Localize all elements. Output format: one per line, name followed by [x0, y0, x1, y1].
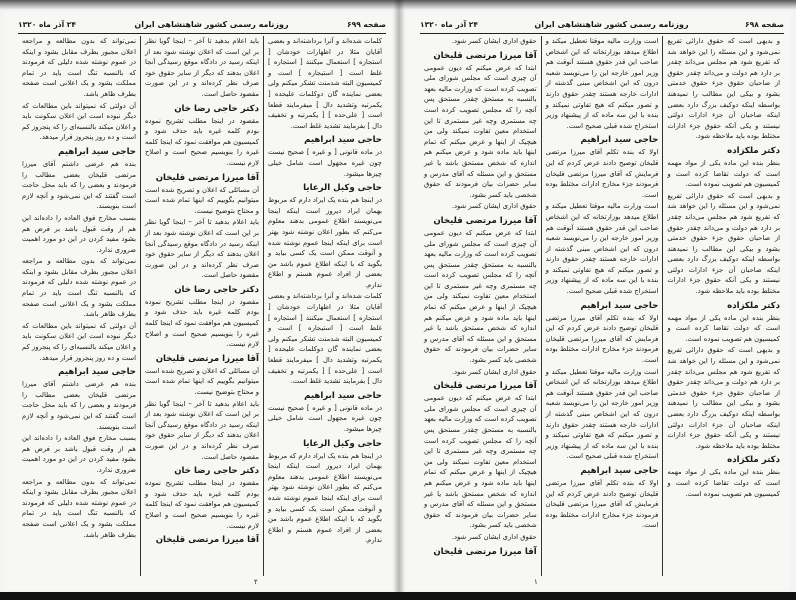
paragraph: و بدیهی است که حقوق دارائی تفریع نمی‌شود و این مسئله را این خواهد شد که تفریع شود هم مجلس می‌داند چقدر بر دارد هم دولت و می‌داند چقدر حقوق از صاحبان حقوق جزء حقوق خدمتی بشود و بیکی این مطالب را نمیدهند بواسطه اینکه دوکیف بزرگ دارد بعضی اینکه صاحبان آن جزء ادارات دولتی نیستند و یکی آنکه حقوق جزء ادارات مختلط بوده باید ملاحظه شود. — [667, 346, 780, 450]
text-column — [420, 36, 541, 576]
paragraph: آن مسائلی که اعلان و تصریح شده است میتوانیم بگوییم که اینها تمام شده است و محتاج بتوضیح نیست. — [145, 185, 259, 215]
speaker-heading: حاجی سید ابراهیم — [580, 300, 659, 311]
speaker-heading: دکتر ملکزاده — [727, 455, 780, 466]
speaker-heading: آقا میرزا مرتضی قلیخان — [155, 353, 259, 364]
text-columns — [420, 36, 784, 576]
paragraph: نمی‌تواند که بدون مطالعه و مراجعه اعلان مجبور بطرف مقابل بشود و اینکه در عموم نوشته شده دلیلی که فرمودند که بالنسبه تنگ است باید در تمام مملکت بشود و یک اعلانی است صفحه بطرف ظاهر باشد. — [22, 257, 136, 319]
paragraph: آن دولتی که نمیتواند باین مطالعات که دیگر نبوده است این اعلان سکونت باید و اعلان میکند بالنسبه‌ای را که پنجروز کم است و ده روز پنجروز قرار میدهد. — [22, 101, 136, 142]
paragraph: کلمات شده‌اند و آنرا برداشته‌اند و بعضی آقایان مثلا در اظهارات خودشان [ استجاره ] استعمال میکنند [ استجاره ] غلط است [ استیجاره ] است و کمیسیون البته شدمنت تشکر میکنم ولی بعضی نماینده گان دوکلمات علیحده [ یکمرتبه وتشدید دال ] میفرمایند قطعا است [ علی‌حده ] [ یکمرتبه و تخفیف دال ] بفرمایند تشدید غلط است. — [268, 292, 382, 386]
speaker-heading: دکتر حاجی رضا خان — [174, 103, 259, 114]
text-column — [662, 36, 784, 576]
paragraph: و بدیهی است که حقوق دارائی تفریع نمی‌شود و این مسئله را این خواهد شد که تفریع شود هم مجلس می‌داند چقدر بر دارد هم دولت و می‌داند چقدر حقوق از صاحبان حقوق جزء حقوق خدمتی بشود و بیکی این مطالب را نمیدهند بواسطه اینکه دوکیف بزرگ دارد بعضی اینکه صاحبان آن جزء ادارات دولتی نیستند و یکی آنکه حقوق جزء ادارات مختلط بوده باید ملاحظه شود. — [667, 191, 780, 296]
paragraph: در ماده قانونی [ و غیره ] صحیح نیست چون غیره مجهول است شامل خیلی چیزها میشود. — [268, 148, 382, 178]
page-number: صفحه ۶۹۸ — [745, 19, 784, 29]
paragraph: در اینجا هم بنده یک ایراد دارم که مربوط بهمان ایراد دیروز است اینکه اینجا می‌نویسند اطلاع عمومی بدهند معلوم می‌کنم که بطور اعلان نوشته شود بهتر است برای اینکه اینجا عموم نوشته شده و آنوقت ممکن است یک کسی بیاید و بگوید که با اینکه اطلاع عموم باشد من بعضی از افراد عموم هستم و اطلاع ندارم. — [268, 196, 382, 289]
paragraph: نمی‌تواند که بدون مطالعه و مراجعه اعلان مجبور بطرف مقابل بشود و اینکه در عموم نوشته شده دلیلی که فرمودند که بالنسبه تنگ است باید در تمام مملکت بشود و یک اعلانی است صفحه بطرف ظاهر باشد. — [22, 477, 136, 539]
speaker-heading: حاجی سید ابراهیم — [580, 465, 659, 476]
paragraph: حقوق اداری ایشان کسر شود. — [451, 532, 537, 541]
paragraph: حقوق اداری ایشان کسر شود. — [451, 202, 537, 211]
speaker-heading: آقا میرزا مرتضی قلیخان — [155, 535, 259, 546]
paragraph: ابتدا که عرض میکنم که دیون عمومی آن چیزی است که مجلس شورای ملی تصویب کرده است که وزارت مالیه بعهد بالنسبه به مستحق چقدر مستحق پس آنچه را که مجلس تصویب کرده است چه مستمری وچه غیر مستمری تا این استخدام معین تفاوت نمیکند ولی من هیچیک از اینها و عرض میکنم که تمام اینها باید ماده شود و عرض میکنم هم اندازه که شخص مستحق باشد یا غیر مستحق و این مسئله که آقای مدرس و سایر حضرات بیان فرمودند که حقوق شخصی باید کسر بشود. — [423, 63, 537, 199]
paragraph: حقوق اداری ایشان کسر شود. — [451, 367, 537, 376]
paragraph: در اینجا هم بنده یک ایراد دارم که مربوط بهمان ایراد دیروز است اینکه اینجا می‌نویسند اطلاع عمومی بدهند معلوم می‌کنم که بطور اعلان نوشته شود بهتر است برای اینکه اینجا عموم نوشته شده و آنوقت ممکن است یک کسی بیاید و بگوید که با اینکه اطلاع عموم باشد من بعضی از افراد عموم هستم و اطلاع ندارم. — [268, 451, 382, 545]
paragraph: ابتدا که عرض میکنم که دیون عمومی آن چیزی است که مجلس شورای ملی تصویب کرده است که وزارت مالیه بعهد بالنسبه به مستحق چقدر مستحق پس آنچه را که مجلس تصویب کرده است چه مستمری وچه غیر مستمری تا این استخدام معین تفاوت نمیکند ولی من هیچیک از اینها و عرض میکنم که تمام اینها باید ماده شود و عرض میکنم هم اندازه که شخص مستحق باشد یا غیر مستحق و این مسئله که آقای مدرس و سایر حضرات بیان فرمودند که حقوق شخصی باید کسر بشود. — [423, 228, 537, 365]
paragraph: است وزارت مالیه موقتا تعطیل میکند و اطلاع میدهد بوزارتخانه که این اشخاص صاحب این قدر حقوق هستند آنوقت هم وزیر امور خارجه این را می‌نویسد شعبه درون که این اشخاص مبنی گذشته از ادارات خارجه هستند چقدر حقوق دارند و تصور میکنم که هیچ تفاوتی نمیکند و بنده با این سه ماده که از پیشنهاد وزیر استخراج شده قبلی صحیح است. — [545, 202, 659, 296]
issue-date: ۲۴ آذر ماه ۱۳۲۰ — [420, 19, 478, 29]
speaker-heading: حاجی سید ابراهیم — [58, 367, 136, 378]
newspaper-title: روزنامه رسمی کشور شاهنشاهی ایران — [534, 19, 689, 29]
paragraph: بنظر بنده این ماده یکی از مواد مهمه است که دولت تقاضا کرده است و کمیسیون هم تصویب نموده است. — [667, 468, 780, 498]
page-number: صفحه ۶۹۹ — [347, 19, 386, 29]
paragraph: نمی‌تواند که بدون مطالعه و مراجعه اعلان مجبور بطرف مقابل بشود و اینکه در عموم نوشته شده دلیلی که فرمودند که بالنسبه تنگ است باید در تمام مملکت بشود و یک اعلانی است صفحه بطرف ظاهر باشد. — [22, 37, 136, 98]
paragraph: مقصود در اینجا مطلب تشریح نموده بودم کلمه غیره باید حذف شود و کمیسیون هم موافقت نمود که اینجا کلمه غیره را بنویسیم صحیح است و اصلاح لازم نیست. — [145, 479, 259, 530]
speaker-heading: حاجی سید ابراهیم — [580, 135, 659, 146]
paragraph: است وزارت مالیه موقتا تعطیل میکند و اطلاع میدهد بوزارتخانه که این اشخاص صاحب این قدر حقوق هستند آنوقت هم وزیر امور خارجه این را می‌نویسد شعبه درون که این اشخاص مبنی گذشته از ادارات خارجه هستند چقدر حقوق دارند و تصور میکنم که هیچ تفاوتی نمیکند و بنده با این سه ماده که از پیشنهاد وزیر استخراج شده قبلی صحیح است. — [545, 367, 659, 461]
text-column — [541, 36, 663, 576]
paragraph: باید اعلام بدهید تا آخر – اینجا گویا نظر بر این است که اعلان نوشته شود بعد از اینکه رسید در دادگاه موقع رسیدگی آنجا اعلان بدهند که دیگر از سایر حقوق خود صرف نظر کرده‌اند و در این صورت مقصود حاصل است. — [145, 399, 259, 461]
paragraph: در ماده قانونی [ و غیره ] صحیح نیست چون غیره مجهول است شامل خیلی چیزها میشود. — [268, 403, 382, 433]
speaker-heading: دکتر حاجی رضا خان — [174, 284, 259, 295]
paragraph: بنظر بنده این ماده یکی از مواد مهمه است که دولت تقاضا کرده است و کمیسیون هم تصویب نموده است. — [667, 313, 780, 343]
left-page — [4, 12, 392, 590]
paragraph: آن دولتی که نمیتواند باین مطالعات که دیگر نبوده است این اعلان سکونت باید و اعلان میکند بالنسبه‌ای را که پنجروز کم است و ده روز پنجروز قرار میدهد. — [22, 321, 136, 362]
page-header — [18, 17, 386, 34]
text-column — [263, 36, 386, 576]
text-columns — [18, 36, 386, 576]
page-header — [420, 17, 784, 34]
book-gutter — [393, 0, 405, 600]
paragraph: ابتدا که عرض میکنم که دیون عمومی آن چیزی است که مجلس شورای ملی تصویب کرده است که وزارت مالیه بعهد بالنسبه به مستحق چقدر مستحق پس آنچه را که مجلس تصویب کرده است چه مستمری وچه غیر مستمری تا این استخدام معین تفاوت نمیکند ولی من هیچیک از اینها و عرض میکنم که تمام اینها باید ماده شود و عرض میکنم هم اندازه که شخص مستحق باشد یا غیر مستحق و این مسئله که آقای مدرس و سایر حضرات بیان فرمودند که حقوق شخصی باید کسر بشود. — [423, 394, 537, 530]
right-page — [406, 12, 790, 590]
paragraph: و بدیهی است که حقوق دارائی تفریع نمی‌شود و این مسئله را این خواهد شد که تفریع شود هم مجلس می‌داند چقدر بر دارد هم دولت و می‌داند چقدر حقوق از صاحبان حقوق جزء حقوق خدمتی بشود و بیکی این مطالب را نمیدهند بواسطه اینکه دوکیف بزرگ دارد بعضی اینکه صاحبان آن جزء ادارات دولتی نیستند و یکی آنکه حقوق جزء ادارات مختلط بوده باید ملاحظه شود. — [667, 37, 780, 141]
paragraph: بسبب مخارج فوق العاده را داده‌اند این هم از وقت قبول باشد بر فرض هم بشود مفید کردن در این دو مورد اهمیت ضروری ندارد. — [22, 213, 136, 254]
speaker-heading: حاجی وکیل الرعایا — [303, 438, 382, 449]
paragraph: مقصود در اینجا مطلب تشریح نموده بودم کلمه غیره باید حذف شود و کمیسیون هم موافقت نمود که اینجا کلمه غیره را بنویسیم صحیح است و اصلاح لازم نیست. — [145, 116, 259, 167]
speaker-heading: آقا میرزا مرتضی قلیخان — [433, 50, 537, 61]
paragraph: بنده هم عرضی داشتم آقای میرزا مرتضی قلیخان بعضی مطالب را فرمودند و بعضی را که باید محل حاجت است گفتند که این نمی‌شود و آنچه لازم است بنویسند. — [22, 159, 136, 211]
paragraph: اولا که بنده تکلم آقای میرزا مرتضی قلیخان توضیح دادند عرض کردم که این فرمایش که آقای میرزا مرتضی قلیخان فرمودند جزء مخارج ادارات مختلط بوده است. — [545, 313, 659, 365]
speaker-heading: آقا میرزا مرتضی قلیخان — [155, 172, 259, 183]
paragraph: حقوق اداری ایشان کسر شود. — [451, 37, 537, 45]
scan-shadow-bottom — [0, 592, 796, 600]
speaker-heading: حاجی سید ابراهیم — [58, 146, 136, 157]
page-footer-number: ۱ — [534, 578, 538, 586]
speaker-heading: حاجی سید ابراهیم — [304, 135, 382, 146]
paragraph: بسبب مخارج فوق العاده را داده‌اند این هم از وقت قبول باشد بر فرض هم بشود مفید کردن در این دو مورد اهمیت ضروری ندارد. — [22, 434, 136, 474]
paragraph: بنظر بنده این ماده یکی از مواد مهمه است که دولت تقاضا کرده است و کمیسیون هم تصویب نموده است. — [667, 158, 780, 189]
page-footer-number: ۲ — [254, 578, 258, 586]
speaker-heading: حاجی وکیل الرعایا — [303, 183, 382, 194]
newspaper-title: روزنامه رسمی کشور شاهنشاهی ایران — [134, 19, 289, 29]
speaker-heading: دکتر حاجی رضا خان — [174, 466, 259, 477]
speaker-heading: آقا میرزا مرتضی قلیخان — [433, 381, 537, 392]
issue-date: ۲۴ آذر ماه ۱۳۲۰ — [18, 19, 76, 29]
text-column — [140, 36, 263, 576]
speaker-heading: دکتر ملکزاده — [727, 300, 780, 311]
paragraph: باید اعلام بدهید تا آخر – اینجا گویا نظر بر این است که اعلان نوشته شود بعد از اینکه رسید در دادگاه موقع رسیدگی آنجا اعلان بدهند که دیگر از سایر حقوق خود صرف نظر کرده‌اند و در این صورت مقصود حاصل است. — [145, 218, 259, 280]
paragraph: کلمات شده‌اند و آنرا برداشته‌اند و بعضی آقایان مثلا در اظهارات خودشان [ استجاره ] استعمال میکنند [ استجاره ] غلط است [ استیجاره ] است و کمیسیون البته شدمنت تشکر میکنم ولی بعضی نماینده گان دوکلمات علیحده [ یکمرتبه وتشدید دال ] میفرمایند قطعا است [ علی‌حده ] [ یکمرتبه و تخفیف دال ] بفرمایند تشدید غلط است. — [268, 37, 382, 130]
speaker-heading: حاجی سید ابراهیم — [304, 390, 382, 401]
speaker-heading: آقا میرزا مرتضی قلیخان — [433, 546, 537, 557]
paragraph: است وزارت مالیه موقتا تعطیل میکند و اطلاع میدهد بوزارتخانه که این اشخاص صاحب این قدر حقوق هستند آنوقت هم وزیر امور خارجه این را می‌نویسد شعبه درون که این اشخاص مبنی گذشته از ادارات خارجه هستند چقدر حقوق دارند و تصور میکنم که هیچ تفاوتی نمیکند و بنده با این سه ماده که از پیشنهاد وزیر استخراج شده قبلی صحیح است. — [545, 37, 659, 130]
paragraph: اولا که بنده تکلم آقای میرزا مرتضی قلیخان توضیح دادند عرض کردم که این فرمایش که آقای میرزا مرتضی قلیخان فرمودند جزء مخارج ادارات مختلط بوده است. — [545, 478, 659, 530]
speaker-heading: دکتر ملکزاده — [727, 145, 780, 156]
paragraph: اولا که بنده تکلم آقای میرزا مرتضی قلیخان توضیح دادند عرض کردم که این فرمایش که آقای میرزا مرتضی قلیخان فرمودند جزء مخارج ادارات مختلط بوده است. — [545, 148, 659, 199]
paragraph: بنده هم عرضی داشتم آقای میرزا مرتضی قلیخان بعضی مطالب را فرمودند و بعضی را که باید محل حاجت است گفتند که این نمی‌شود و آنچه لازم است بنویسند. — [22, 380, 136, 431]
paragraph: باید اعلام بدهید تا آخر – اینجا گویا نظر بر این است که اعلان نوشته شود بعد از اینکه رسید در دادگاه موقع رسیدگی آنجا اعلان بدهند که دیگر از سایر حقوق خود صرف نظر کرده‌اند و در این صورت مقصود حاصل است. — [145, 37, 259, 98]
speaker-heading: آقا میرزا مرتضی قلیخان — [433, 215, 537, 226]
text-column — [18, 36, 140, 576]
paragraph: مقصود در اینجا مطلب تشریح نموده بودم کلمه غیره باید حذف شود و کمیسیون هم موافقت نمود که اینجا کلمه غیره را بنویسیم صحیح است و اصلاح لازم نیست. — [145, 297, 259, 349]
paragraph: آن مسائلی که اعلان و تصریح شده است میتوانیم بگوییم که اینها تمام شده است و محتاج بتوضیح نیست. — [145, 366, 259, 397]
